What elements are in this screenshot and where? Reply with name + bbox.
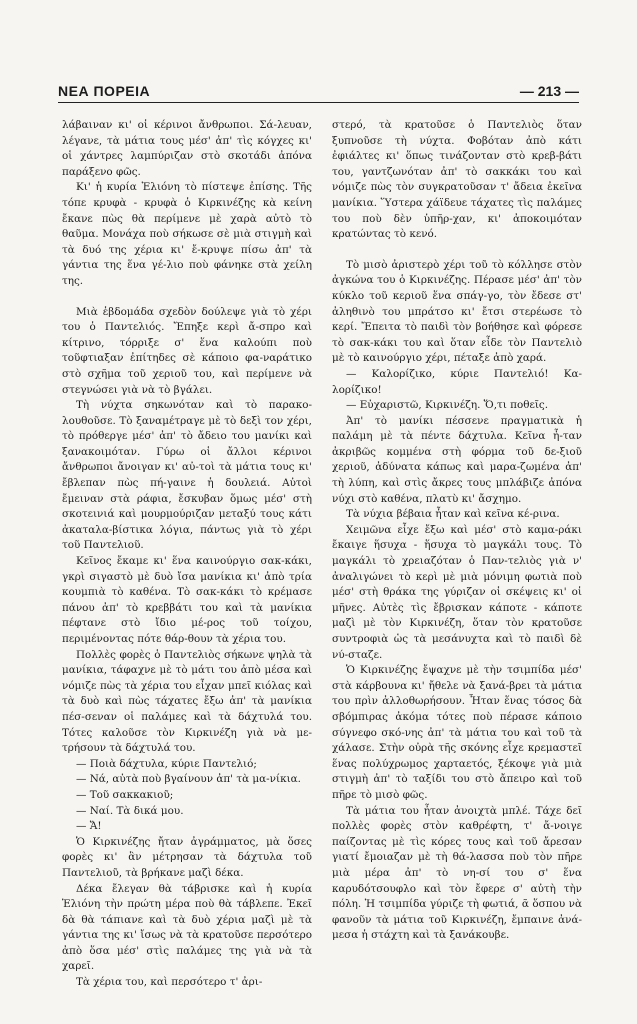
paragraph: Τὰ χέρια του, καὶ περσότερο τ' ἀρι- — [76, 976, 263, 989]
journal-title: ΝΕΑ ΠΟΡΕΙΑ — [58, 83, 151, 99]
page-number: — 213 — — [519, 83, 579, 99]
dialogue-line: — Εὐχαριστῶ, Κιρκινέζη. Ὅ,τι ποθεῖς. — [346, 399, 549, 412]
paragraph: Χειμῶνα εἶχε ἔξω καὶ μέσ' στὸ καμα-ράκι ἔκαιγε ἥσυχα - ἥσυχα τὸ μαγκάλι τους. Τὸ μαγκάλι τὸ χρειαζόταν ὁ Παν-τελιὸς γιὰ ν' ἀναλιγώνει τὸ κερὶ μὲ μιὰ μόνιμη φωτιὰ ποὺ μέσ' στὴ θράκα της γύριζαν οἱ σκέψεις κι' οἱ μῆνες. Αὐτὲς τὶς ἔβρισκαν κάποτε - κάποτε μαζὶ μὲ τὸν Κιρκινέζη, ὅταν τὸν κρατοῦσε συντροφιὰ ὡς τὰ μεσάνυχτα καὶ τὸ παιδὶ δὲ νύ-σταζε. — [332, 523, 582, 661]
dialogue-line: — Νά, αὐτὰ ποὺ βγαίνουν ἀπ' τὰ μα-νίκια. — [76, 773, 301, 786]
text-column-right — [332, 118, 582, 944]
paragraph: Ὁ Κιρκινέζης ἔψαχνε μὲ τὴν τσιμπίδα μέσ' στὰ κάρβουνα κι' ἤθελε νὰ ξανά-βρει τὰ μάτια του πρὶν ἀλλοθωρήσουν. Ἦταν ἕνας τόσος δὰ σβόμπιρας ἀκόμα τότες ποὺ πέρασε κάποιο σύγνεφο σκό-νης ἀπ' τὰ μάτια του καὶ τοῦ τὰ χάλασε. Στὴν οὐρὰ τῆς σκόνης εἶχε κρεμαστεῖ ἕνας πολύχρωμος χαρταετός, ξέκοψε γιὰ μιὰ στιγμὴ ἀπ' τὸ ταξίδι του στὸ ἄπειρο καὶ τοῦ πῆρε τὸ μισὸ φῶς. — [332, 664, 582, 801]
paragraph: στερό, τὰ κρατοῦσε ὁ Παντελιὸς ὅταν ξυπνοῦσε τὴ νύχτα. Φοβόταν ἀπὸ κάτι ἐφιάλτες κι' ὅπως τινάζονταν στὸ κρεβ-βάτι του, γαντζωνόταν ἀπ' τὸ σακκάκι του καὶ νόμιζε πὼς τὸν συγκρατοῦσαν τ' ἄδεια ἐκεῖνα μανίκια. Ὕστερα χάϊδευε τάχατες τὶς παλάμες του ποὺ δὲν ὑπῆρ-χαν, κι' ἀποκοιμόταν κρατώντας τὸ κενό. — [332, 119, 582, 241]
text-column-left — [62, 118, 312, 991]
paragraph: Κεῖνος ἔκαμε κι' ἕνα καινούργιο σακ-κάκι, γκρὶ σιγαστὸ μὲ δυὸ ἴσα μανίκια κι' ἀπὸ τρία κουμπιὰ τὸ καθένα. Τὸ σακ-κάκι τὸ κρέμασε πάνου ἀπ' τὸ κρεββάτι του καὶ τὰ μανίκια πέφτανε στὸ ἴδιο μέ-ρος τοῦ τοίχου, περιμένοντας πότε θάρ-θουν τὰ χέρια του. — [62, 555, 312, 645]
paragraph: Τὸ μισὸ ἀριστερὸ χέρι τοῦ τὸ κόλλησε στὸν ἀγκώνα του ὁ Κιρκινέζης. Πέρασε μέσ' ἀπ' τὸν κύκλο τοῦ κεριοῦ ἕνα σπάγ-γο, τὸν ἔδεσε στ' ἀληθινὸ του μπράτσο κι' ἔτσι στερέωσε τὸ κερί. Ἔπειτα τὸ παιδὶ τὸν βοήθησε καὶ φόρεσε τὸ σακ-κάκι του καὶ ὅταν εἶδε τὸν Παντελιὸ μὲ τὸ καινούργιο χέρι, πέταξε ἀπὸ χαρά. — [332, 258, 582, 365]
paragraph: Τὴ νύχτα σηκωνόταν καὶ τὸ παρακο-λουθοῦσε. Τὸ ξαναμέτραγε μὲ τὸ δεξὶ τον χέρι, τὸ πρόθεργε μέσ' ἀπ' τὸ ἄδειο του μανίκι καὶ ξανακοιμόταν. Γύρω οἱ ἄλλοι κέρινοι ἄνθρωποι ἄνοιγαν κι' αὐ-τοὶ τὰ μάτια τους κι' ἔβλεπαν πὼς πή-γαινε ἡ δουλειά. Αὐτοὶ ἔμειναν στὰ ράφια, ἔσκυβαν ὅμως μέσ' στὴ σκοτεινιά καὶ μουρμούριζαν μεταξύ τους κάτι ἀκαταλα-βίστικα λόγια, πάντως γιὰ τὸ χέρι τοῦ Παντελιοῦ. — [62, 399, 312, 552]
paragraph: Τὰ νύχια βέβαια ἦταν καὶ κεῖνα κέ-ρινα. — [346, 508, 560, 521]
dialogue-line: — Ναί. Τὰ δικά μου. — [76, 804, 184, 817]
dialogue-line: — Τοῦ σακκακιοῦ; — [76, 788, 174, 801]
paragraph: Ἀπ' τὸ μανίκι πέσσενε πραγματικὰ ἡ παλάμη μὲ τὰ πέντε δάχτυλα. Κεῖνα ἦ-ταν ἀκριβῶς κομμένα στὴ φόρμα τοῦ δε-ξιοῦ χεριοῦ, ἀδύνατα κάπως καὶ μαρα-ζωμένα ἀπ' τὴ λύπη, καὶ στὶς ἄκρες τους μπλάβιζε ἀπόνα νύχι στὸ καθένα, πλατὺ κι' ἄσχημο. — [332, 414, 582, 505]
dialogue-line: — Ποιὰ δάχτυλα, κύριε Παντελιό; — [76, 757, 257, 770]
paragraph: Κι' ἡ κυρία Ἑλιόνη τὸ πίστεψε ἐπίσης. Τῆς τόπε κρυφὰ - κρυφὰ ὁ Κιρκινέζης κὰ κείνη ἔκανε πὼς θὰ περίμενε μὲ χαρὰ αὐτὸ τὸ θαῦμα. Μονάχα ποὺ σήκωσε σὲ μιὰ στιγμὴ καὶ τὰ δυό της χέρια κι' ἔ-κρυψε πίσω ἀπ' τὰ γάντια της ἕνα γέ-λιο ποὺ φάνηκε στὰ χείλη της. — [62, 181, 312, 287]
paragraph: Τὰ μάτια του ἦταν ἀνοιχτὰ μπλέ. Τάχε δεῖ πολλὲς φορὲς στὸν καθρέφτη, τ' ἄ-νοιγε παίζοντας μὲ τὶς κόρες τους καὶ τοῦ ἄρεσαν γιατί ἔμοιαζαν μὲ τὴ θά-λασσα ποὺ τὸν πῆρε μιὰ μέρα ἀπ' τὸ νη-σί του σ' ἕνα καρυδότσουφλο καὶ τὸν ἔφερε σ' αὐτὴ τὴν πόλη. Ἡ τσιμπίδα γύριζε τὴ φωτιά, ᾶ ὅσπου νὰ φανοῦν τὰ μάτια τοῦ Κιρκινέζη, ἔμπαινε ἀνά-μεσα ἡ στάχτη καὶ τὰ ξανάκουβε. — [332, 804, 582, 942]
paragraph: Πολλὲς φορὲς ὁ Παντελιὸς σήκωνε ψηλὰ τὰ μανίκια, τάφαχνε μὲ τὸ μάτι του ἀπὸ μέσα καὶ νόμιζε πὼς τὰ χέρια του εἶχαν μπεῖ κιόλας καὶ τὰ δυὸ καὶ πὼς τάχατες ἔξω ἀπ' τὰ μανίκια πέσ-σεναν οἱ παλάμες καὶ τὰ δάχτυλά του. Τότες καλοῦσε τὸν Κιρκινέζη γιὰ νὰ με-τρήσουν τὰ δάχτυλά του. — [62, 648, 312, 755]
paragraph: Δέκα ἔλεγαν θὰ τάβρισκε καὶ ἡ κυρία Ἑλιόνη τὴν πρώτη μέρα ποὺ θὰ τάβλεπε. Ἐκεῖ δὰ θὰ τάπιανε καὶ τὰ δυὸ χέρια μαζὶ μὲ τὰ γάντια της κι' ἴσως νὰ τὰ κρατοῦσε περσότερο ἀπὸ ὅσα μέσ' στὶς παλάμες της γιὰ νὰ τὰ χαρεῖ. — [62, 882, 312, 973]
paragraph: λάβαιναν κι' οἱ κέρινοι ἄνθρωποι. Σά-λευαν, λέγανε, τὰ μάτια τους μέσ' ἀπ' τὶς κόγχες κι' οἱ χάντρες λαμπύριζαν στὸ σκοτάδι ἀπόνα παράξενο φῶς. — [62, 119, 312, 178]
dialogue-line: — Ἄ! — [76, 820, 102, 833]
paragraph: Μιὰ ἑβδομάδα σχεδὸν δούλεψε γιὰ τὸ χέρι του ὁ Παντελιός. Ἔπηξε κερὶ ἄ-σπρο καὶ κίτρινο, τόρριξε σ' ἕνα καλούπι ποὺ τοῦφτιαξαν ἐπίτηδες σὲ κάποιο φα-ναράτικο στὸ σχῆμα τοῦ χεριοῦ του, καὶ περίμενε νὰ στεγνώσει γιὰ νὰ τὸ βγάλει. — [62, 305, 312, 396]
dialogue-line: — Καλορίζικο, κύριε Παντελιό! Κα-λορίζικο! — [332, 367, 582, 396]
paragraph: Ὁ Κιρκινέζης ἤταν ἀγράμματος, μὰ ὅσες φορὲς κι' ἂν μέτρησαν τὰ δάχτυλα τοῦ Παντελιοῦ, τὰ βρήκανε μαζὶ δέκα. — [62, 835, 312, 879]
running-header — [58, 76, 579, 103]
